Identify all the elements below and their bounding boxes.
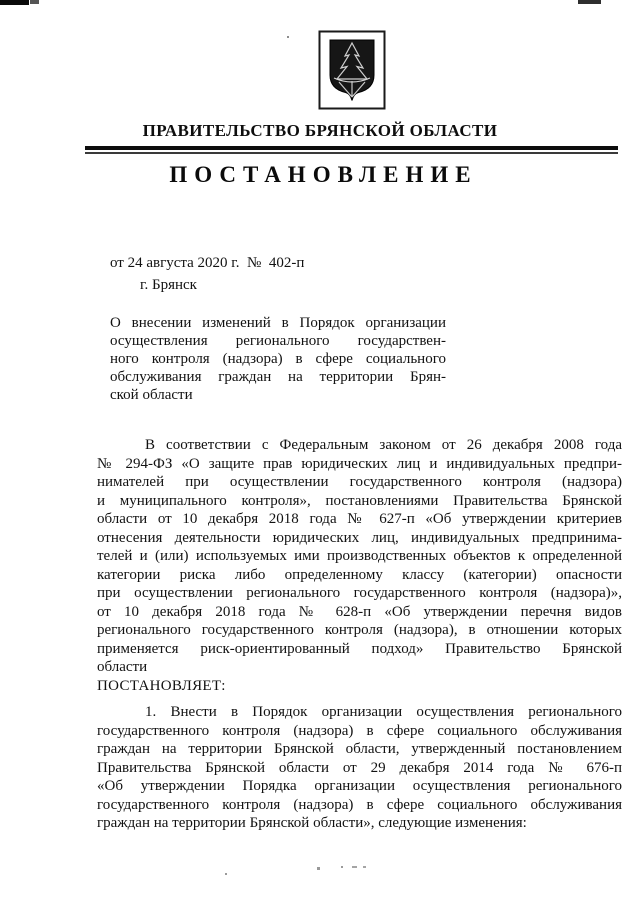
- text-line: применяется риск-ориентированный подход» Правительство Брянской: [97, 640, 622, 657]
- text-line: регионального государственного контроля (надзора), в отношении которых: [97, 622, 622, 638]
- text-line: обслуживания граждан на территории Брян-: [110, 369, 446, 385]
- scan-artifact: [578, 0, 601, 4]
- text-line: от 10 декабря 2018 года № 628-п «Об утверждении перечня видов: [97, 603, 622, 620]
- text-line: Правительства Брянской области от 29 декабря 2014 года № 676-п: [97, 759, 622, 776]
- city-line: г. Брянск: [140, 277, 197, 293]
- scan-speck: [352, 866, 357, 868]
- text-line: категории риска либо определенному классу (категории) опасности: [97, 566, 622, 583]
- text-line: граждан на территории Брянской области, утвержденный постановлением: [97, 741, 622, 757]
- text-line: отнесения деятельности юридических лиц, индивидуальных предпринима-: [97, 529, 622, 546]
- text-line: области: [97, 659, 148, 675]
- separator-line: [85, 146, 618, 154]
- scan-speck: [363, 866, 366, 868]
- body-paragraph-preamble: [97, 436, 622, 677]
- text-line: телей и (или) используемых ими производственных объектов к определенной: [97, 548, 622, 564]
- text-line: при осуществлении регионального государственного контроля (надзора)»,: [97, 585, 622, 601]
- text-line: государственного контроля (надзора) в сфере социального обслуживания: [97, 796, 622, 813]
- organization-name: ПРАВИТЕЛЬСТВО БРЯНСКОЙ ОБЛАСТИ: [142, 121, 498, 140]
- document-type-title: ПОСТАНОВЛЕНИЕ: [169, 162, 478, 187]
- text-line: 1. Внести в Порядок организации осуществления регионального: [145, 704, 622, 720]
- scan-speck: [287, 36, 289, 38]
- text-line: В соответствии с Федеральным законом от 26 декабря 2008 года: [145, 437, 622, 453]
- scan-speck: [317, 867, 320, 870]
- scan-artifact: [30, 0, 39, 4]
- scan-artifact: [0, 0, 29, 5]
- text-line: № 294-ФЗ «О защите прав юридических лиц и индивидуальных предпри-: [97, 455, 622, 472]
- text-line: О внесении изменений в Порядок организации: [110, 315, 446, 331]
- text-line: «Об утверждении Порядка организации осуществления регионального: [97, 778, 622, 794]
- text-line: граждан на территории Брянской области», следующие изменения:: [97, 815, 527, 831]
- subject-paragraph: [110, 314, 446, 404]
- text-line: нимателей при осуществлении государственного контроля (надзора): [97, 474, 622, 490]
- text-line: осуществления регионального государствен-: [110, 333, 446, 349]
- body-paragraph-item-1: [97, 703, 622, 833]
- date-number-line: от 24 августа 2020 г. № 402-п: [110, 255, 305, 271]
- scan-speck: [225, 873, 227, 875]
- scan-speck: [341, 866, 343, 868]
- text-line: ской области: [110, 387, 193, 403]
- coat-of-arms-icon: [318, 30, 386, 110]
- text-line: государственного контроля (надзора) в сфере социального обслуживания: [97, 722, 622, 739]
- text-line: ного контроля (надзора) в сфере социального: [110, 351, 446, 367]
- text-line: и муниципального контроля», постановлениями Правительства Брянской: [97, 492, 622, 509]
- text-line: области от 10 декабря 2018 года № 627-п «Об утверждении критериев: [97, 511, 622, 527]
- resolution-word: ПОСТАНОВЛЯЕТ:: [97, 678, 226, 694]
